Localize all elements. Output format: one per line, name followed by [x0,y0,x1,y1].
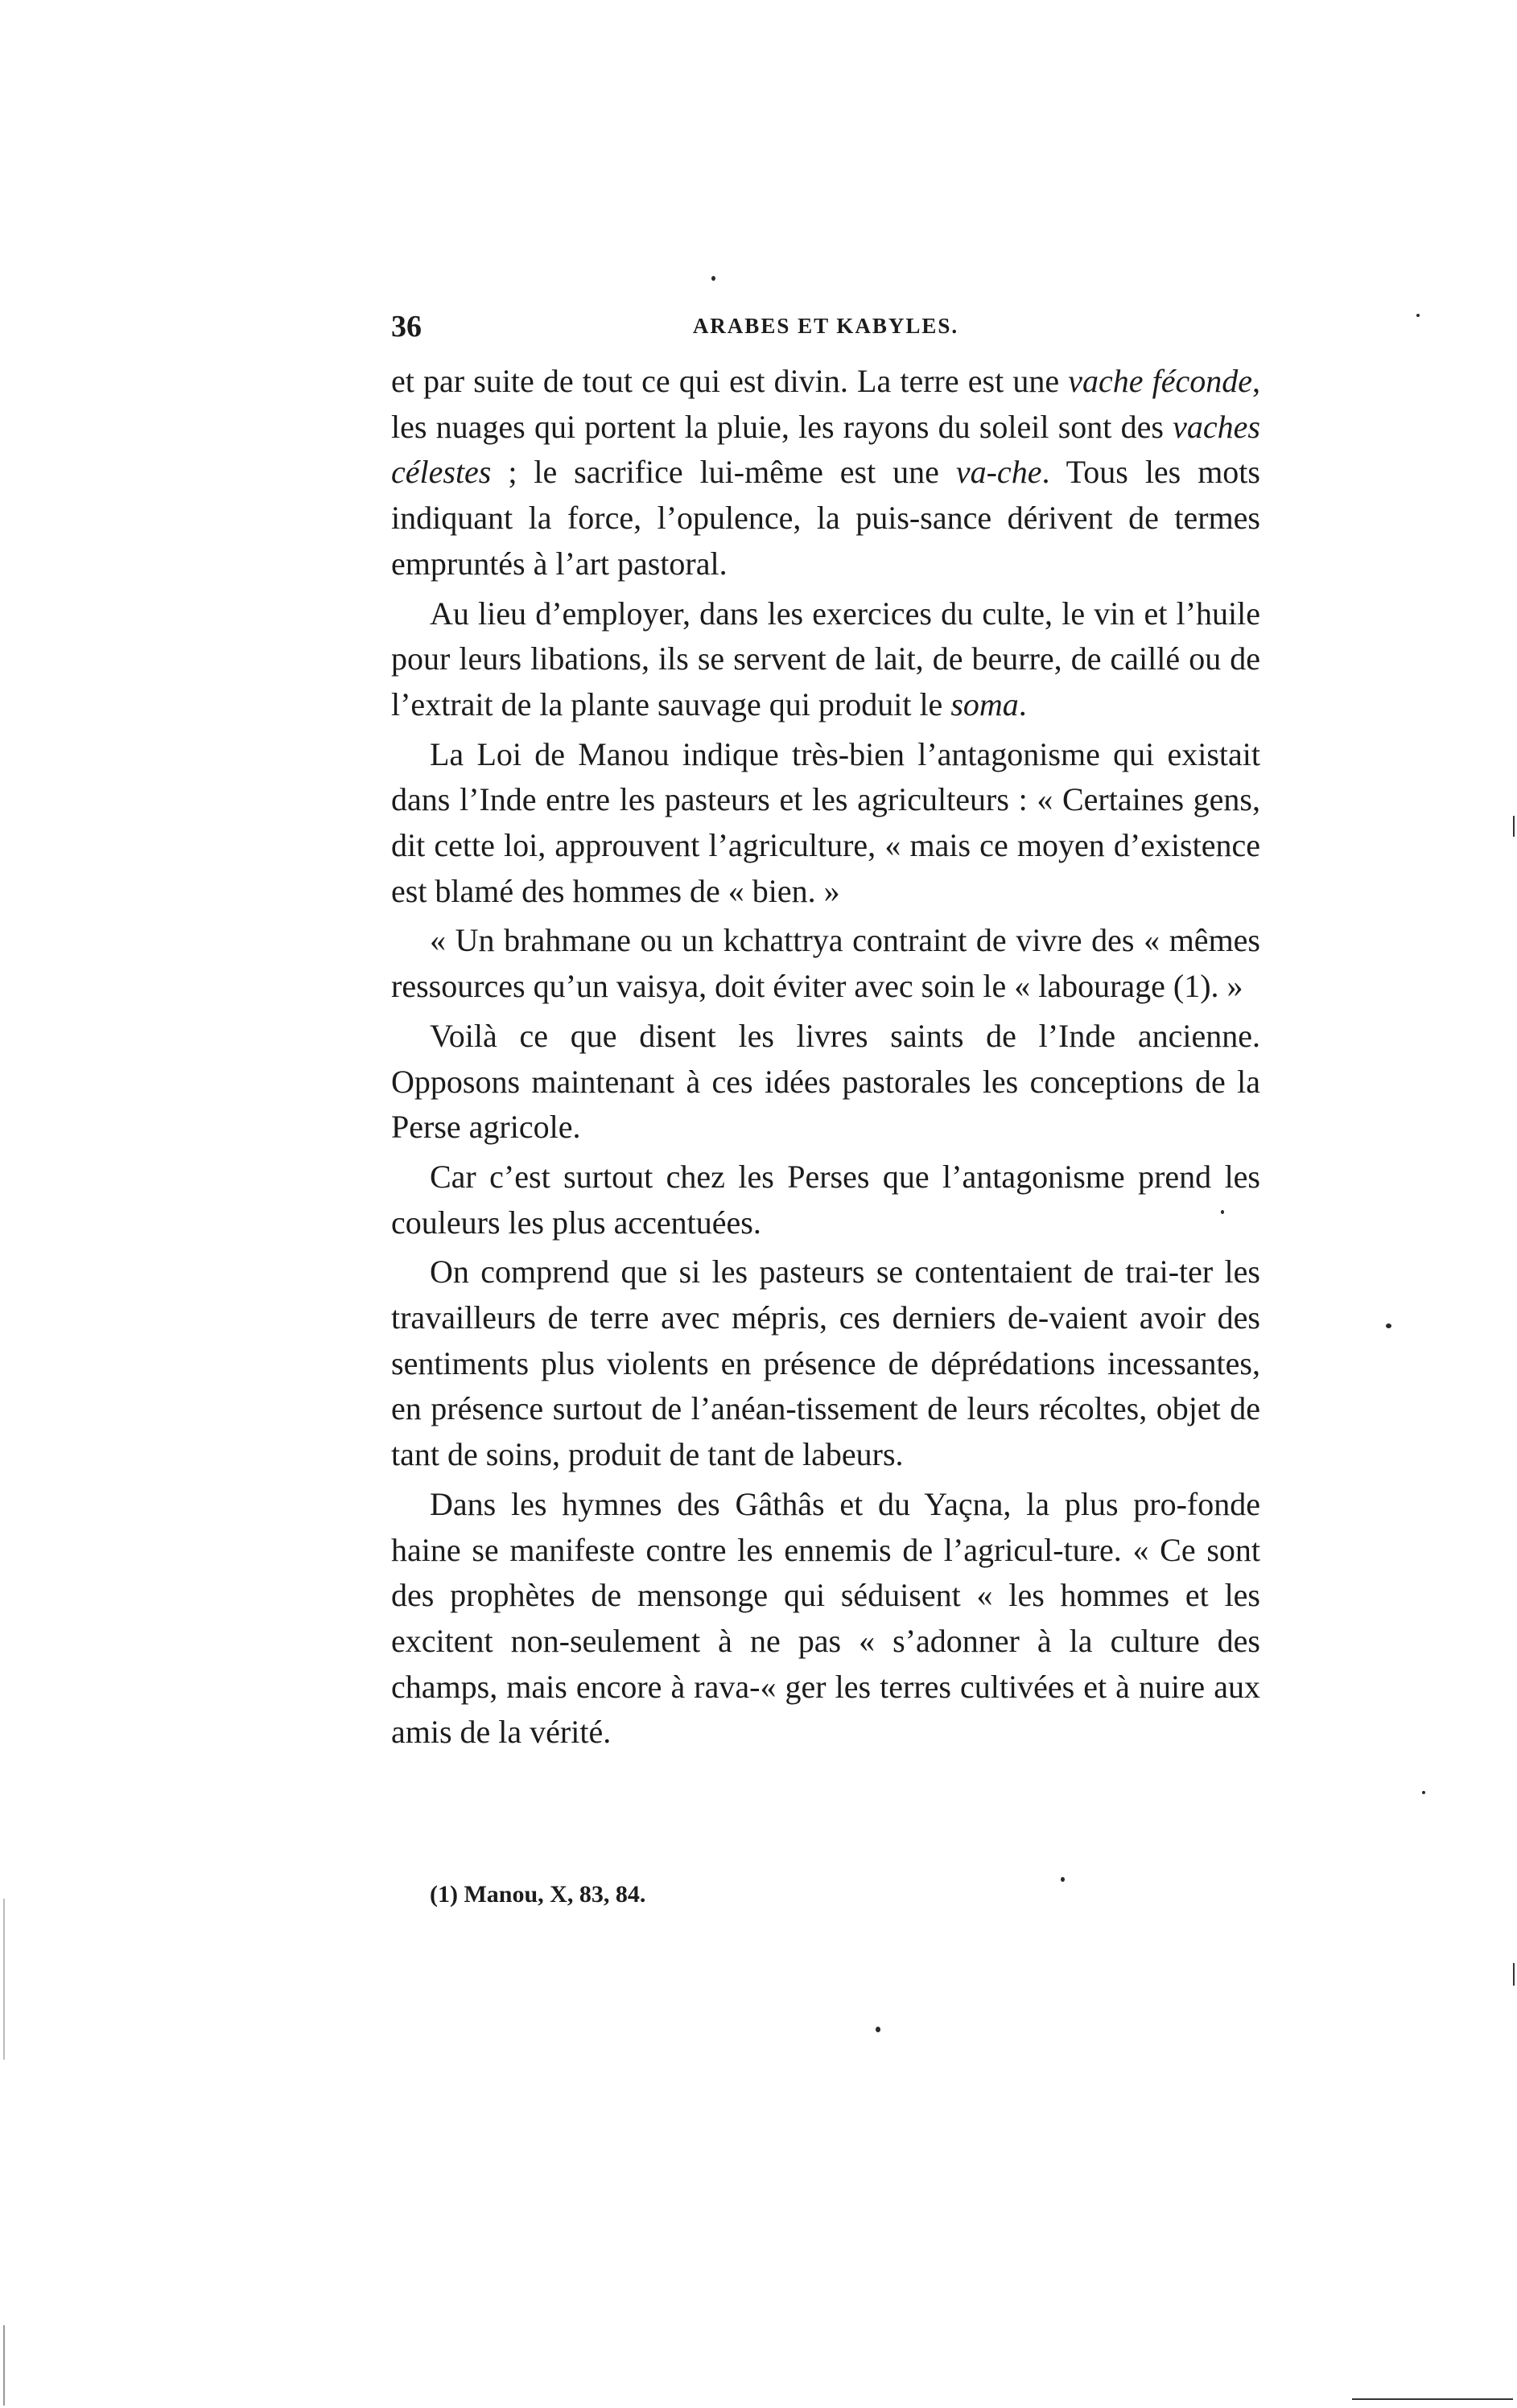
page-header [391,309,1260,349]
scan-speck [711,276,715,281]
italic-text: vache féconde [1068,363,1252,399]
margin-mark [1513,1963,1515,1986]
text-run: et par suite de tout ce qui est divin. La terre est une [391,363,1069,399]
scan-speck [1422,1791,1425,1794]
text-run: « Un brahmane ou un kchattrya contraint de vivre des « mêmes ressources qu’un vaisya, doit éviter avec soin le « labourage (1). » [391,922,1260,1005]
text-run: Au lieu d’employer, dans les exercices du culte, le vin et l’huile pour leurs libations, ils se servent de lait, de beurre, de caillé ou de l’extrait de la plante sauvage qui produit le [391,595,1260,722]
paragraph [391,1014,1260,1150]
paragraph [391,732,1260,915]
text-run: On comprend que si les pasteurs se contentaient de trai-ter les travailleurs de terre avec mépris, ces derniers de-vaient avoir des sentiments plus violents en présence de déprédations incessantes, en présence surtout de l’anéan-tissement de leurs récoltes, objet de tant de soins, produit de tant de labeurs. [391,1253,1260,1473]
text-run: Voilà ce que disent les livres saints de l’Inde ancienne. Opposons maintenant à ces idées pastorales les conceptions de la Perse agricole. [391,1017,1260,1146]
scan-speck [1416,314,1420,317]
scan-speck [1386,1323,1391,1328]
paragraph [391,1249,1260,1478]
body-text [391,359,1260,1756]
paragraph [391,918,1260,1009]
margin-mark [1513,816,1515,837]
scan-speck [1221,1210,1224,1214]
scan-speck [876,2027,880,2032]
footnote: (1) Manou, X, 83, 84. [430,1881,646,1908]
scan-speck [1061,1877,1065,1882]
margin-mark [3,1899,5,2060]
text-run: , les nuages qui portent la pluie, les rayons du soleil sont des [391,363,1260,445]
text-run: Dans les hymnes des Gâthâs et du Yaçna, la plus pro-fonde haine se manifeste contre les ennemis de l’agricul-ture. « Ce sont des prophètes de mensonge qui séduisent « les hommes et les excitent non-seulement à ne pas « s’adonner à la culture des champs, mais encore à rava-« ger les terres cultivées et à nuire aux amis de la vérité. [391,1485,1260,1751]
paragraph [391,1482,1260,1756]
text-run: La Loi de Manou indique très-bien l’antagonisme qui existait dans l’Inde entre les pasteurs et les agriculteurs : « Certaines gens, dit cette loi, approuvent l’agriculture, « mais ce moyen d’existence est blamé des hommes de « bien. » [391,735,1260,909]
italic-text: soma [950,685,1019,722]
italic-text: vaches célestes [391,408,1260,491]
paragraph [391,591,1260,728]
running-head: ARABES ET KABYLES. [692,314,959,338]
margin-mark [1352,2398,1513,2400]
text-run: . [1018,685,1027,722]
text-run: Car c’est surtout chez les Perses que l’antagonisme prend les couleurs les plus accentuées. [391,1158,1260,1241]
paragraph [391,1155,1260,1245]
page-number: 36 [391,310,422,344]
margin-mark [3,2325,5,2406]
italic-text: va-che [955,454,1042,491]
text-run: ; le sacrifice lui-même est une [491,454,956,491]
text-run: . Tous les mots indiquant la force, l’opulence, la puis-sance dérivent de termes empruntés à l’art pastoral. [391,454,1260,582]
paragraph [391,359,1260,587]
